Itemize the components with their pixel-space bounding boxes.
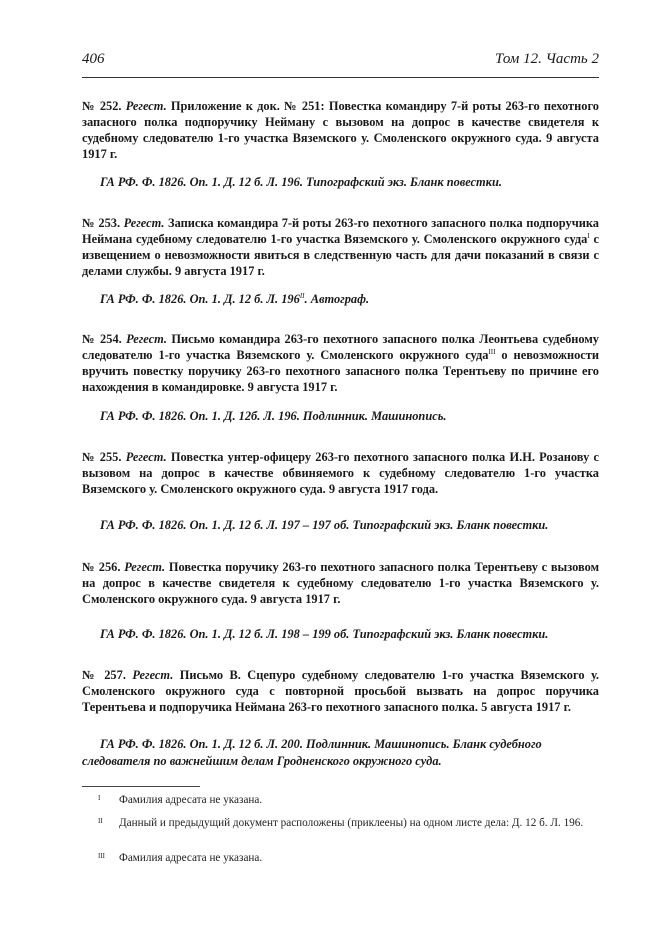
entry-text: Записка командира 7-й роты 263-го пехотного запасного полка подпоручика Неймана судебному следователю 1-го участка Вяземского у. Смоленского окружного суда (82, 216, 599, 246)
regest-label: Регест. (126, 332, 168, 346)
entry-253-source (100, 291, 599, 308)
footnote-rule (82, 786, 200, 787)
entry-256-source: ГА РФ. Ф. 1826. Оп. 1. Д. 12 б. Л. 198 – 199 об. Типографский экз. Бланк повестки. (100, 627, 549, 641)
regest-label: Регест. (123, 216, 165, 230)
footnote-mark: III (98, 852, 105, 860)
entry-number: № 257. (82, 668, 126, 682)
entry-254 (82, 331, 599, 395)
footnote-ref[interactable]: II (299, 291, 305, 300)
entry-text: Приложение к док. № 251: Повестка командиру 7-й роты 263-го пехотного запасного полка подпоручику Нейману с вызовом на допрос в качестве свидетеля к судебному следователю 1-го участка Вяземского у. Смоленского окружного суда. 9 августа 1917 г. (82, 99, 599, 161)
entry-text: Письмо командира 263-го пехотного запасного полка Леонтьева судебному следователю 1-го участка Вяземского у. Смоленского окружного суда (82, 332, 599, 362)
regest-label: Регест. (124, 560, 166, 574)
entry-number: № 253. (82, 216, 121, 230)
entry-253 (82, 215, 599, 279)
header-rule (82, 77, 599, 78)
entry-number: № 252. (82, 99, 122, 113)
footnote-text: Фамилия адресата не указана. (119, 852, 263, 864)
footnote-mark: II (98, 817, 103, 825)
entry-255-source: ГА РФ. Ф. 1826. Оп. 1. Д. 12 б. Л. 197 – 197 об. Типографский экз. Бланк повестки. (100, 518, 549, 532)
entry-254-source: ГА РФ. Ф. 1826. Оп. 1. Д. 12б. Л. 196. Подлинник. Машинопись. (100, 409, 447, 423)
entry-number: № 254. (82, 332, 122, 346)
entry-text: Повестка поручику 263-го пехотного запасного полка Терентьеву с вызовом на допрос в качестве свидетеля к судебному следователю 1-го участка Вяземского у. Смоленского окружного суда. 9 августа 1917 г. (82, 560, 600, 606)
entry-number: № 256. (82, 560, 121, 574)
footnote-ref[interactable]: I (587, 231, 590, 240)
footnote-text: Фамилия адресата не указана. (119, 794, 263, 806)
source-text: . Автограф. (304, 292, 370, 306)
source-text: ГА РФ. Ф. 1826. Оп. 1. Д. 12 б. Л. 196 (100, 292, 300, 306)
page-header (82, 51, 599, 73)
regest-label: Регест. (132, 668, 174, 682)
entry-255 (82, 449, 599, 497)
entry-252-source: ГА РФ. Ф. 1826. Оп. 1. Д. 12 б. Л. 196. Типографский экз. Бланк повестки. (100, 175, 502, 189)
entry-text: Повестка унтер-офицеру 263-го пехотного запасного полка И.Н. Розанову с вызовом на допрос в качестве обвиняемого к судебному следователю 1-го участка Вяземского у. Смоленского окружного суда. 9 августа 1917 года. (82, 450, 599, 496)
entry-257 (82, 667, 599, 715)
footnote-text: Данный и предыдущий документ расположены (приклеены) на одном листе дела: Д. 12 б. Л. 196. (119, 817, 584, 829)
entry-257-source: ГА РФ. Ф. 1826. Оп. 1. Д. 12 б. Л. 200. Подлинник. Машинопись. Бланк судебного следователя по важнейшим делам Гродненского окружного суда. (82, 737, 542, 768)
regest-label: Регест. (125, 99, 167, 113)
entry-256 (82, 559, 599, 607)
footnote-2 (82, 815, 599, 831)
regest-label: Регест. (125, 450, 167, 464)
entry-number: № 255. (82, 450, 122, 464)
footnote-mark: I (98, 794, 101, 802)
footnote-3 (82, 850, 599, 866)
volume-title: Том 12. Часть 2 (495, 51, 599, 67)
footnote-1 (82, 792, 599, 808)
footnote-ref[interactable]: III (488, 347, 496, 356)
entry-text: с извещением о невозможности явиться в следственную часть для дачи показаний в связи с делами службы. 9 августа 1917 г. (82, 232, 599, 278)
entry-252 (82, 98, 599, 162)
entry-text: о невозможности вручить повестку поручику 263-го пехотного запасного полка Терентьеву по причине его нахождения в командировке. 9 августа 1917 г. (82, 348, 600, 394)
page-number: 406 (82, 51, 105, 67)
entry-text: Письмо В. Сцепуро судебному следователю 1-го участка Вяземского у. Смоленского окружного суда с повторной просьбой вызвать на допрос поручика Терентьева и подпоручика Неймана 263-го пехотного запасного полка. 5 августа 1917 г. (82, 668, 600, 714)
